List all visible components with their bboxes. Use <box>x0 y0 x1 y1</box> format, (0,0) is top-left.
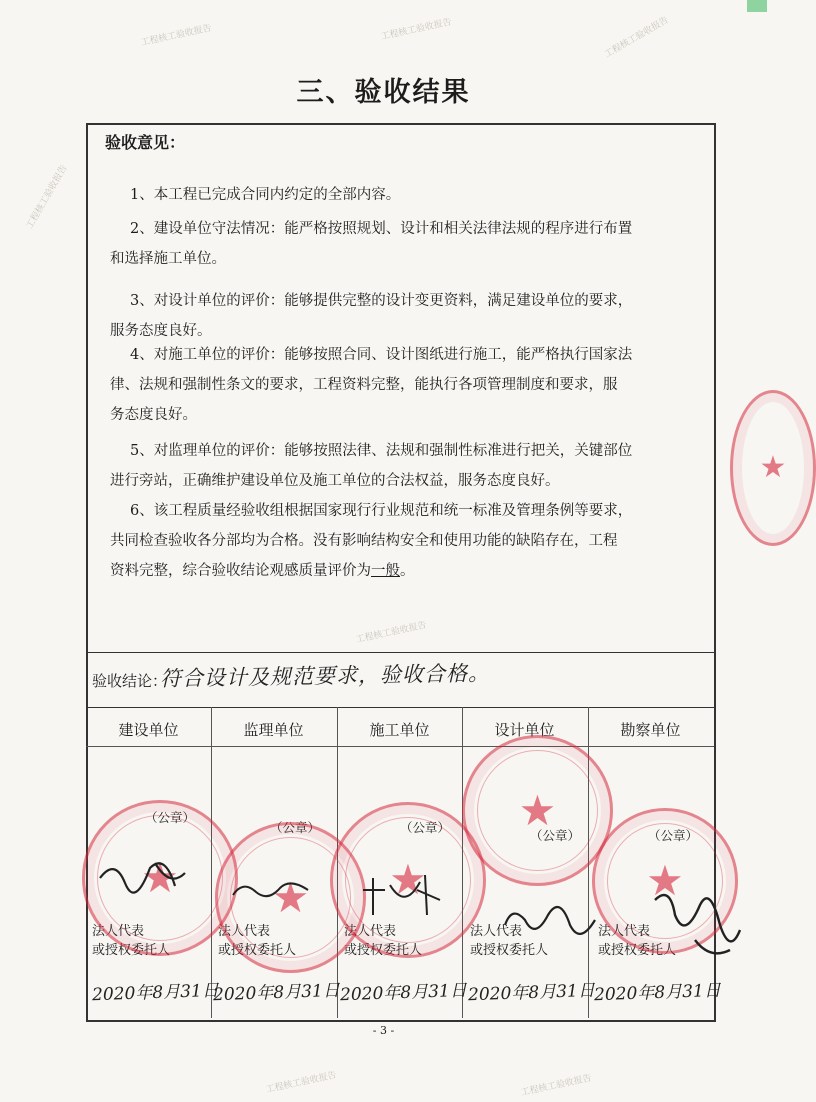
representative-label: 法人代表 或授权委托人 <box>218 924 297 958</box>
opinion-label: 验收意见： <box>105 133 186 152</box>
watermark: 工程核工验收报告 <box>355 620 428 646</box>
watermark: 工程核工验收报告 <box>140 23 213 49</box>
company-seal-stamp: ★ <box>462 735 613 886</box>
watermark: 工程核工验收报告 <box>603 15 671 61</box>
edge-seal-stamp: ★ <box>730 390 816 546</box>
watermark: 工程核工验收报告 <box>24 163 70 231</box>
opinion-item-4: 4、对施工单位的评价：能够按照合同、设计图纸进行施工，能严格执行国家法 律、法规和强制性条文的要求，工程资料完整，能执行各项管理制度和要求，服 务态度良好。 <box>110 347 633 423</box>
watermark: 工程核工验收报告 <box>520 1073 593 1099</box>
unit-header-survey: 勘察单位 <box>620 721 681 739</box>
company-seal-stamp: ★ <box>592 808 738 954</box>
divider <box>86 707 714 708</box>
seal-label: （公章） <box>400 820 451 835</box>
watermark: 工程核工验收报告 <box>380 17 453 43</box>
quality-rating: 一般 <box>371 563 400 579</box>
seal-label: （公章） <box>530 828 581 843</box>
unit-header-supervision: 监理单位 <box>243 721 304 739</box>
page-title: 三、验收结果 <box>296 77 471 108</box>
unit-header-construction: 建设单位 <box>118 721 179 739</box>
sign-date: 2020年8月31日 <box>339 980 468 1006</box>
sign-date: 2020年8月31日 <box>467 980 596 1006</box>
sign-date: 2020年8月31日 <box>593 980 722 1006</box>
unit-header-contractor: 施工单位 <box>369 721 430 739</box>
opinion-item-5: 5、对监理单位的评价：能够按照法律、法规和强制性标准进行把关，关键部位 进行旁站，正确维护建设单位及施工单位的合法权益，服务态度良好。 <box>110 443 633 489</box>
watermark: 工程核工验收报告 <box>265 1070 338 1096</box>
sign-date: 2020年8月31日 <box>212 980 341 1006</box>
sign-date: 2020年8月31日 <box>91 980 220 1006</box>
unit-header-design: 设计单位 <box>494 721 555 739</box>
opinion-item-6: 6、该工程质量经验收组根据国家现行行业规范和统一标准及管理条例等要求， 共同检查验收各分部均为合格。没有影响结构安全和使用功能的缺陷存在，工程 资料完整，综合验收结论观感质量评价为一般。 <box>110 503 633 579</box>
divider <box>86 746 714 747</box>
representative-label: 法人代表 或授权委托人 <box>470 924 549 958</box>
representative-label: 法人代表 或授权委托人 <box>598 924 677 958</box>
conclusion-handwritten: 符合设计及规范要求，验收合格。 <box>159 661 491 691</box>
company-seal-stamp: ★ <box>215 822 366 973</box>
opinion-item-3: 3、对设计单位的评价：能够提供完整的设计变更资料，满足建设单位的要求， 服务态度良好。 <box>110 293 633 339</box>
opinion-item-2: 2、建设单位守法情况：能严格按照规划、设计和相关法律法规的程序进行布置 和选择施工单位。 <box>110 221 633 267</box>
seal-label: （公章） <box>648 828 699 843</box>
representative-label: 法人代表 或授权委托人 <box>344 924 423 958</box>
seal-label: （公章） <box>145 810 196 825</box>
seal-label: （公章） <box>270 820 321 835</box>
company-seal-stamp: ★ <box>330 802 486 958</box>
page-number: - 3 - <box>372 1024 395 1037</box>
representative-label: 法人代表 或授权委托人 <box>92 924 171 958</box>
company-seal-stamp: ★ <box>82 800 238 956</box>
divider <box>86 652 714 653</box>
opinion-item-1: 1、本工程已完成合同内约定的全部内容。 <box>130 187 401 203</box>
corner-mark <box>747 0 767 12</box>
conclusion-label: 验收结论： <box>92 672 168 690</box>
